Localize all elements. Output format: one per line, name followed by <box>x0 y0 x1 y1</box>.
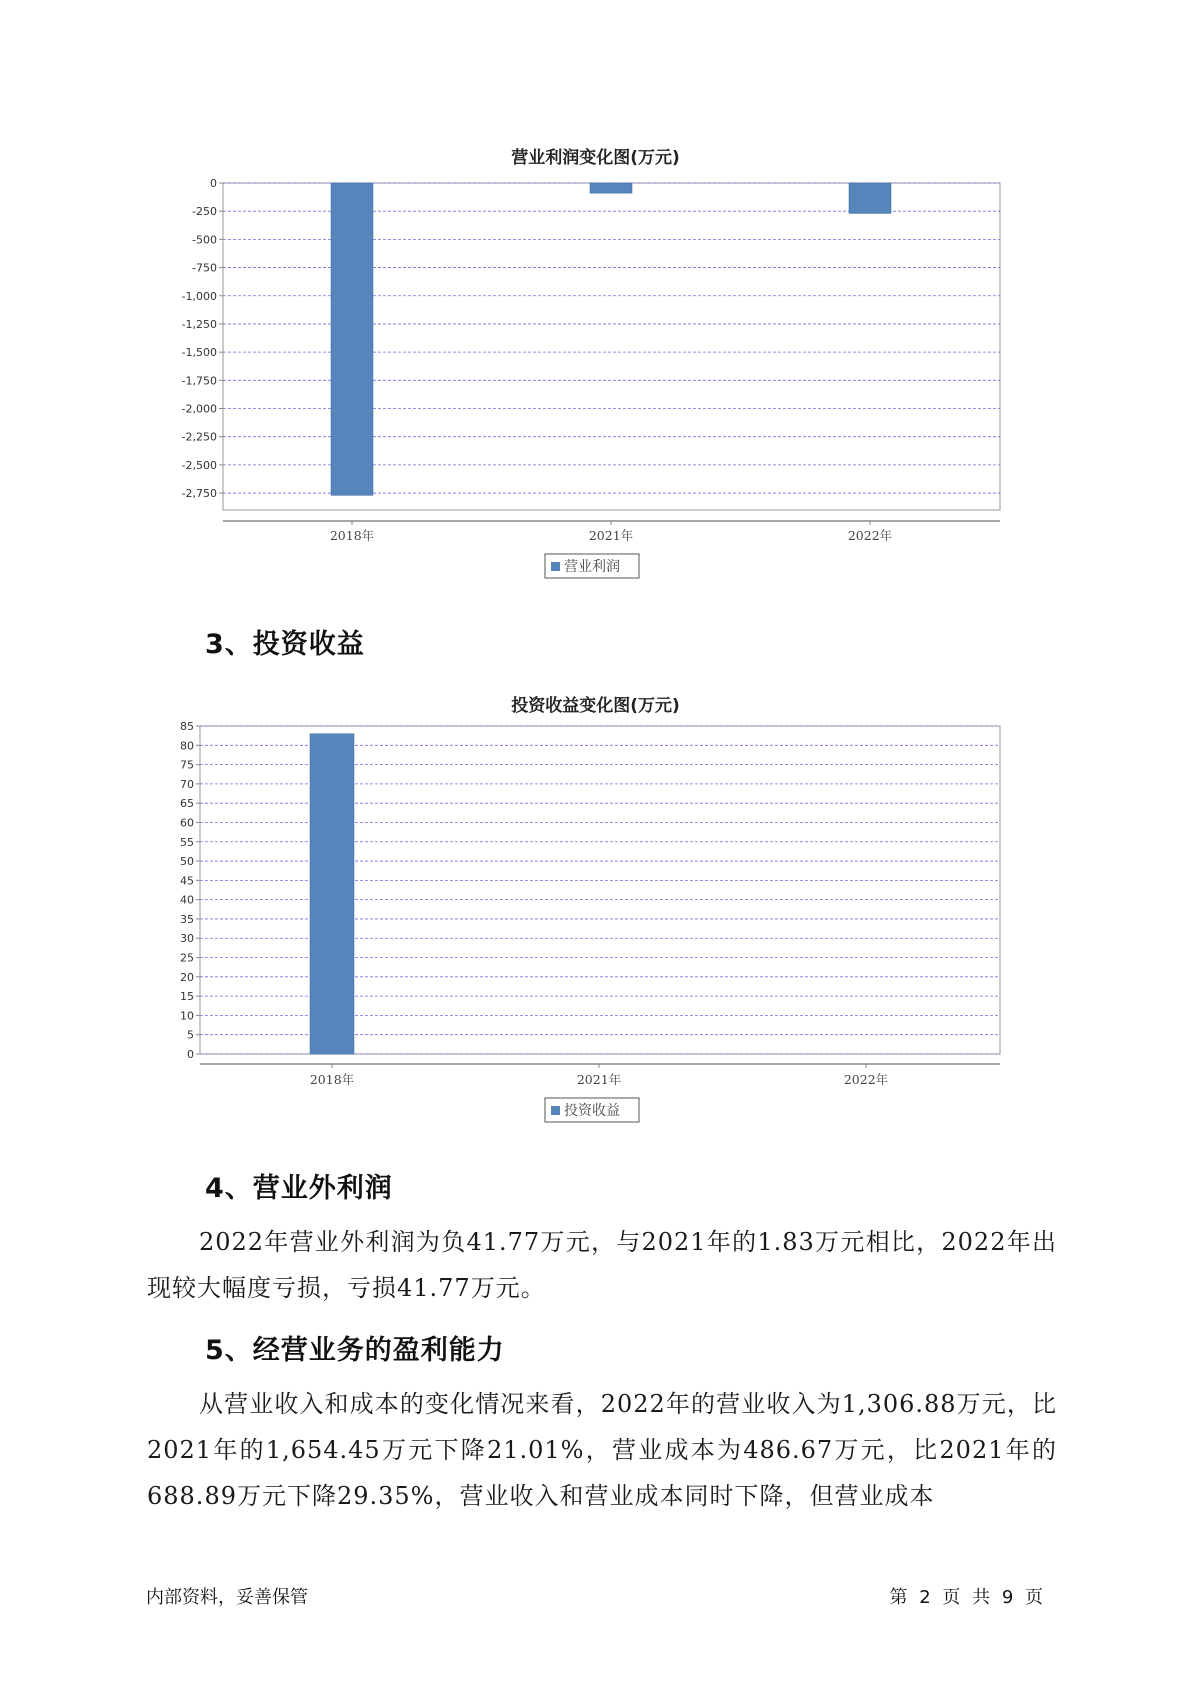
y-tick-label: 20 <box>180 970 194 984</box>
paragraph-non-operating-profit: 2022年营业外利润为负41.77万元，与2021年的1.83万元相比，2022年出现较大幅度亏损，亏损41.77万元。 <box>147 1228 1057 1302</box>
footer-confidential-note: 内部资料，妥善保管 <box>146 1587 308 1608</box>
y-tick-label: -500 <box>192 233 217 247</box>
section-heading-investment-income: 3、投资收益 <box>205 629 365 660</box>
legend-label: 投资收益 <box>564 1103 620 1119</box>
paragraph-profitability: 从营业收入和成本的变化情况来看，2022年的营业收入为1,306.88万元，比2021年的1,654.45万元下降21.01%，营业成本为486.67万元，比2021年的688.89万元下降29.35%，营业收入和营业成本同时下降，但营业成本 <box>147 1390 1057 1510</box>
y-tick-label: -1,250 <box>181 317 217 331</box>
x-tick-label: 2018年 <box>329 528 375 543</box>
y-tick-label: -2,250 <box>181 430 217 444</box>
chart-title-operating-profit: 营业利润变化图(万元) <box>511 148 680 168</box>
y-tick-label: -1,750 <box>181 374 217 388</box>
y-tick-label: -2,000 <box>181 402 217 416</box>
y-tick-label: 55 <box>180 835 194 849</box>
y-tick-label: 15 <box>180 990 194 1004</box>
y-tick-label: -1,000 <box>181 289 217 303</box>
x-tick-label: 2022年 <box>843 1072 889 1087</box>
y-tick-label: 5 <box>187 1028 194 1042</box>
section-heading-non-operating-profit: 4、营业外利润 <box>205 1173 393 1204</box>
y-tick-label: 80 <box>180 739 194 753</box>
section-heading-profitability: 5、经营业务的盈利能力 <box>205 1335 505 1366</box>
y-tick-label: 85 <box>180 720 194 733</box>
x-tick-label: 2018年 <box>309 1072 355 1087</box>
y-tick-label: 30 <box>180 932 194 946</box>
legend-label: 营业利润 <box>564 559 620 575</box>
y-tick-label: 45 <box>180 874 194 888</box>
y-tick-label: 35 <box>180 912 194 926</box>
y-tick-label: -250 <box>192 205 217 219</box>
x-tick-label: 2022年 <box>847 528 893 543</box>
y-tick-label: -2,750 <box>181 487 217 501</box>
y-tick-label: 0 <box>210 177 217 190</box>
y-tick-label: 25 <box>180 951 194 965</box>
y-tick-label: 0 <box>187 1048 194 1061</box>
x-tick-label: 2021年 <box>588 528 634 543</box>
y-tick-label: 65 <box>180 797 194 811</box>
chart-title-investment-income: 投资收益变化图(万元) <box>511 696 680 716</box>
footer-page-number: 第 2 页 共 9 页 <box>889 1587 1043 1608</box>
legend-swatch <box>551 1106 560 1115</box>
y-tick-label: 10 <box>180 1009 194 1023</box>
y-tick-label: 60 <box>180 816 194 830</box>
y-tick-label: 70 <box>180 777 194 791</box>
y-tick-label: -2,500 <box>181 458 217 472</box>
y-tick-label: 40 <box>180 893 194 907</box>
y-tick-label: -1,500 <box>181 346 217 360</box>
y-tick-label: 75 <box>180 758 194 772</box>
y-tick-label: -750 <box>192 261 217 275</box>
x-tick-label: 2021年 <box>576 1072 622 1087</box>
bar-2018年 <box>310 734 354 1054</box>
y-tick-label: 50 <box>180 855 194 869</box>
